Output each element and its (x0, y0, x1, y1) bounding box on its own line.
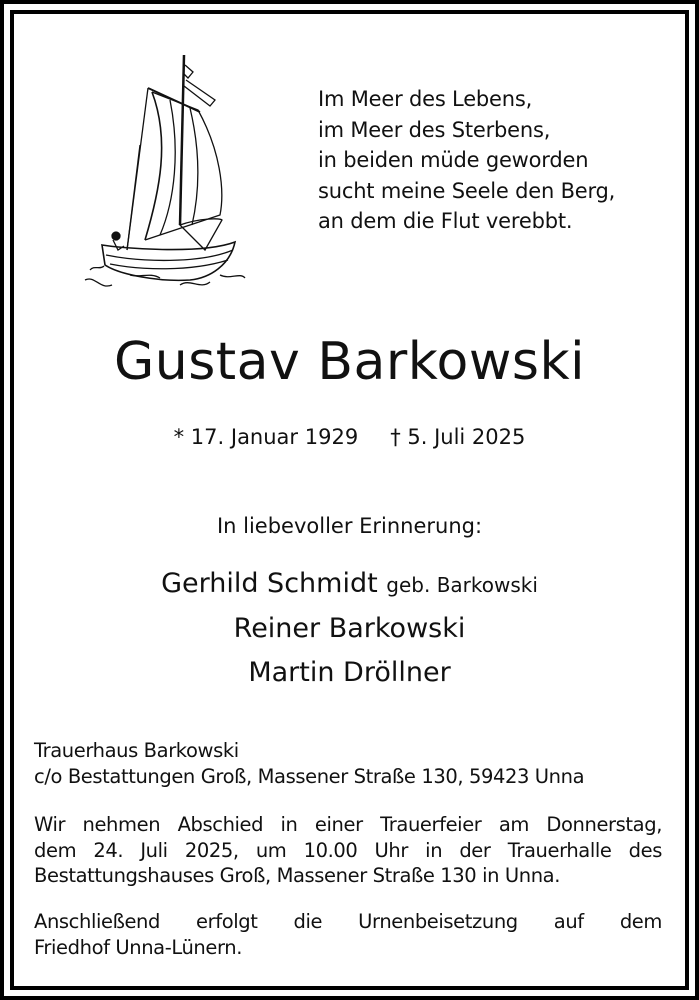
address-block (34, 738, 662, 789)
ceremony-line: Wir nehmen Abschied in einer Trauerfeier am Donnerstag, (34, 813, 662, 836)
memory-heading: In liebevoller Erinnerung: (216, 514, 483, 538)
burial-line: Anschließend erfolgt die Urnenbeisetzung auf dem (34, 910, 662, 933)
mourner (0, 651, 699, 695)
mourners-list (0, 562, 699, 695)
burial-line: Friedhof Unna-Lünern. (34, 935, 243, 959)
ceremony-line: dem 24. Juli 2025, um 10.00 Uhr in der Trauerhalle des (34, 838, 662, 862)
mourner (0, 607, 699, 651)
birth-date: * 17. Januar 1929 (173, 425, 359, 449)
death-date: † 5. Juli 2025 (390, 425, 526, 449)
mourner-name: Martin Dröllner (248, 657, 451, 688)
mourner-name: Reiner Barkowski (233, 613, 466, 644)
address-line: Trauerhaus Barkowski (34, 739, 239, 762)
poem-line: an dem die Flut verebbt. (318, 209, 573, 233)
burial-block (34, 909, 662, 960)
mourner-suffix: geb. Barkowski (386, 573, 538, 597)
poem-line: Im Meer des Lebens, (318, 87, 533, 111)
poem (318, 84, 615, 237)
address-line: c/o Bestattungen Groß, Massener Straße 130, 59423 Unna (34, 764, 585, 788)
mourner (0, 562, 699, 607)
poem-line: sucht meine Seele den Berg, (318, 178, 616, 203)
ceremony-line: Bestattungshauses Groß, Massener Straße 130 in Unna. (34, 864, 561, 887)
life-dates (0, 425, 699, 449)
ceremony-block (34, 812, 662, 889)
deceased-name: Gustav Barkowski (113, 332, 586, 392)
mourner-name: Gerhild Schmidt (161, 568, 378, 599)
poem-line: in beiden müde geworden (318, 148, 589, 172)
poem-line: im Meer des Sterbens, (318, 117, 551, 142)
sailboat-icon (80, 50, 250, 290)
